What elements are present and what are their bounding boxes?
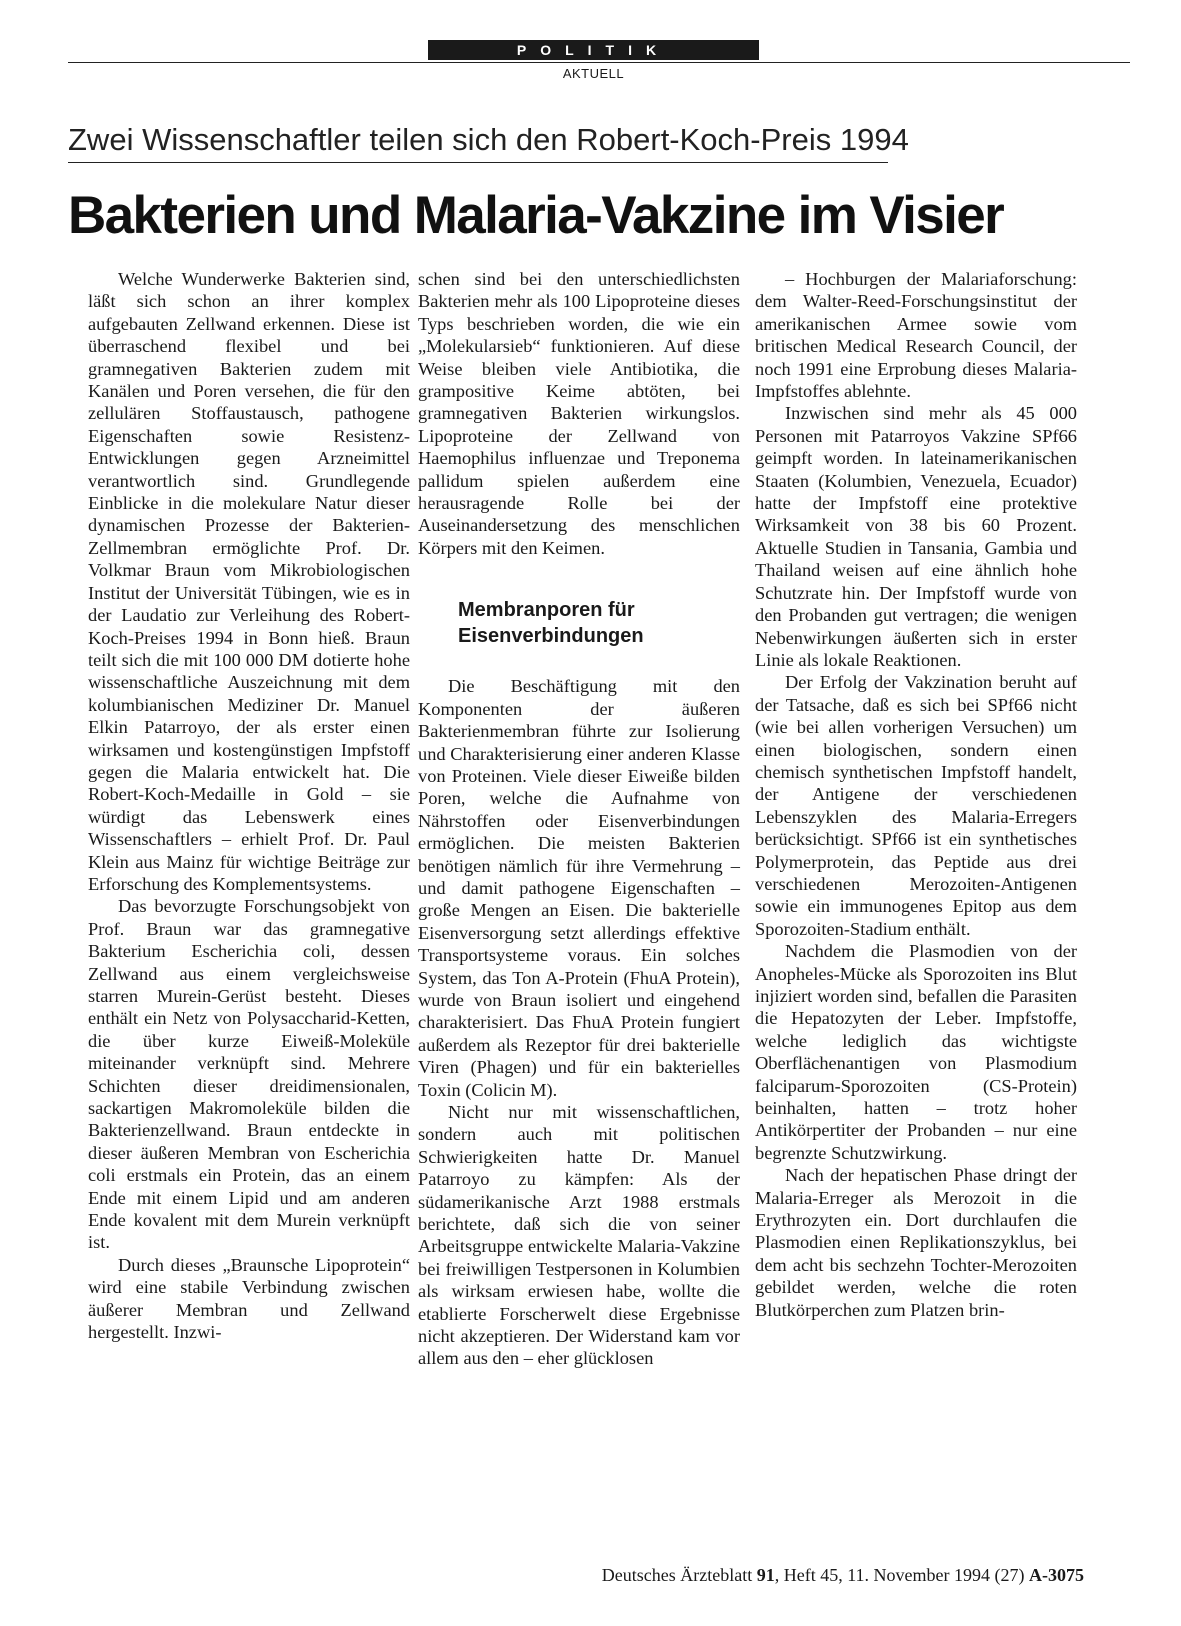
paragraph: Der Erfolg der Vakzination beruht auf der Tatsache, daß es sich bei SPf66 nicht (wie bei allen vorherigen Versuchen) um einen biologischen, sondern einen chemisch synthetischen Impfstoff handelt, der Antigene der verschiedenen Lebenszyklen des Malaria-Erregers berücksichtigt. SPf66 ist ein synthetisches Polymerprotein, das Peptide aus drei verschiedenen Merozoiten-Antigenen sowie ein immunogenes Epitop aus dem Sporozoiten-Stadium enthält.	[755, 672, 1077, 939]
paragraph: Nicht nur mit wissenschaftlichen, sondern auch mit politischen Schwierigkeiten hatte Dr. Manuel Patarroyo zu kämpfen: Als der südamerikanische Arzt 1988 erstmals berichtete, daß sich die von seiner Arbeitsgruppe entwickelte Malaria-Vakzine bei freiwilligen Testpersonen in Kolumbien als wirksam erwiesen habe, wollte die etablierte Forscherwelt diese Ergebnisse nicht akzeptieren. Der Widerstand kam vor allem aus den – eher glücklosen	[418, 1102, 740, 1369]
page-number: A-3075	[1029, 1565, 1084, 1585]
paragraph: Nachdem die Plasmodien von der Anopheles-Mücke als Sporozoiten ins Blut injiziert worden sind, befallen die Parasiten die Hepatozyten der Leber. Impfstoffe, welche lediglich das wichtigste Oberflächenantigen von Plasmodium falciparum-Sporozoiten (CS-Protein) beinhalten, hatten – trotz hoher Antikörpertiter der Probanden – nur eine begrenzte Schutzwirkung.	[755, 941, 1077, 1163]
paragraph: Durch dieses „Braunsche Lipoprotein“ wird eine stabile Verbindung zwischen äußerer Membran und Zellwand hergestellt. Inzwi-	[88, 1254, 410, 1343]
paragraph: Nach der hepatischen Phase dringt der Malaria-Erreger als Merozoit in die Erythrozyten ein. Dort durchlaufen die Plasmodien einen Replikationszyklus, bei dem acht bis sechzehn Tochter-Merozoiten gebildet werden, welche die roten Blutkörperchen zum Platzen brin-	[755, 1165, 1077, 1320]
column-2	[418, 268, 740, 1370]
header-rule	[68, 62, 1130, 63]
paragraph: Welche Wunderwerke Bakterien sind, läßt sich schon an ihrer komplex aufgebauten Zellwand erkennen. Diese ist überraschend flexibel und bei gramnegativen Bakterien zudem mit Kanälen und Poren versehen, die für den zellulären Stoffaustausch, pathogene Eigenschaften sowie Resistenz-Entwicklungen gegen Arzneimittel verantwortlich sind. Grundlegende Einblicke in die molekulare Natur dieser dynamischen Prozesse der Bakterien-Zellmembran ermöglichte Prof. Dr. Volkmar Braun vom Mikrobiologischen Institut der Universität Tübingen, wie es in der Laudatio zur Verleihung des Robert-Koch-Preises 1994 in Bonn hieß. Braun teilt sich die mit 100 000 DM dotierte hohe wissenschaftliche Auszeichnung mit dem kolumbianischen Mediziner Dr. Manuel Elkin Patarroyo, der als erster einen wirksamen und kostengünstigen Impfstoff gegen die Malaria entwickelt hat. Die Robert-Koch-Medaille in Gold – sie würdigt das Lebenswerk eines Wissenschaftlers – erhielt Prof. Dr. Paul Klein aus Mainz für wichtige Beiträge zur Erforschung des Komplementsystems.	[88, 269, 410, 894]
journal-issue: , Heft 45, 11. November 1994 (27)	[774, 1565, 1025, 1585]
paragraph: schen sind bei den unterschiedlichsten Bakterien mehr als 100 Lipoproteine dieses Typs beschrieben worden, die wie ein „Molekularsieb“ funktionieren. Auf diese Weise bleiben viele Antibiotika, die grampositive Keime abtöten, bei gramnegativen Bakterien wirkungslos. Lipoproteine der Zellwand von Haemophilus influenzae und Treponema pallidum spielen außerdem eine herausragende Rolle bei der Auseinandersetzung des menschlichen Körpers mit den Keimen.	[418, 269, 740, 558]
subsection-label: AKTUELL	[562, 66, 625, 81]
section-label: POLITIK	[428, 40, 759, 60]
paragraph: Die Beschäftigung mit den Komponenten der äußeren Bakterienmembran führte zur Isolierung und Charakterisierung einer anderen Klasse von Proteinen. Viele dieser Eiweiße bilden Poren, welche die Aufnahme von Nährstoffen oder Eisenverbindungen ermöglichen. Die meisten Bakterien benötigen nämlich für ihre Vermehrung – und damit pathogene Eigenschaften – große Mengen an Eisen. Die bakterielle Eisenversorgung setzt allerdings effektive Transportsysteme voraus. Ein solches System, das Ton A-Protein (FhuA Protein), wurde von Braun isoliert und eingehend charakterisiert. Das FhuA Protein fungiert außerdem als Rezeptor für drei bakterielle Viren (Phagen) und für ein bakterielles Toxin (Colicin M).	[418, 676, 740, 1100]
paragraph: – Hochburgen der Malariaforschung: dem Walter-Reed-Forschungsinstitut der amerikanischen Armee sowie vom britischen Medical Research Council, der noch 1991 eine Erprobung dieses Malaria-Impfstoffes ablehnte.	[755, 269, 1077, 402]
journal-name: Deutsches Ärzteblatt	[601, 1565, 753, 1585]
column-1	[88, 268, 410, 1344]
paragraph: Das bevorzugte Forschungsobjekt von Prof. Braun war das gramnegative Bakterium Escherichia coli, dessen Zellwand aus einem vergleichsweise starren Murein-Gerüst besteht. Dieses enthält ein Netz von Polysaccharid-Ketten, die über kurze Eiweiß-Moleküle miteinander verknüpft sind. Mehrere Schichten dieser dreidimensionalen, sackartigen Makromoleküle bilden die Bakterienzellwand. Braun entdeckte in dieser äußeren Membran von Escherichia coli erstmals ein Protein, das an einem Ende mit einem Lipid und am anderen Ende kovalent mit dem Murein verknüpft ist.	[88, 896, 410, 1253]
article-headline: Bakterien und Malaria-Vakzine im Visier	[68, 186, 1004, 245]
page-footer	[602, 1565, 1084, 1586]
journal-volume: 91	[756, 1565, 775, 1585]
paragraph: Inzwischen sind mehr als 45 000 Personen mit Patarroyos Vakzine SPf66 geimpft worden. In lateinamerikanischen Staaten (Kolumbien, Venezuela, Ecuador) hatte der Impfstoff eine protektive Wirksamkeit von 38 bis 60 Prozent. Aktuelle Studien in Tansania, Gambia und Thailand weisen auf eine ähnlich hohe Schutzrate hin. Der Impfstoff wurde von den Probanden gut vertragen; die wenigen Nebenwirkungen äußerten sich in erster Linie als lokale Reaktionen.	[755, 403, 1077, 670]
article-kicker: Zwei Wissenschaftler teilen sich den Robert-Koch-Preis 1994	[68, 122, 888, 163]
article-subheading: Membranporen für Eisenverbindungen	[458, 599, 644, 648]
column-3	[755, 268, 1077, 1321]
